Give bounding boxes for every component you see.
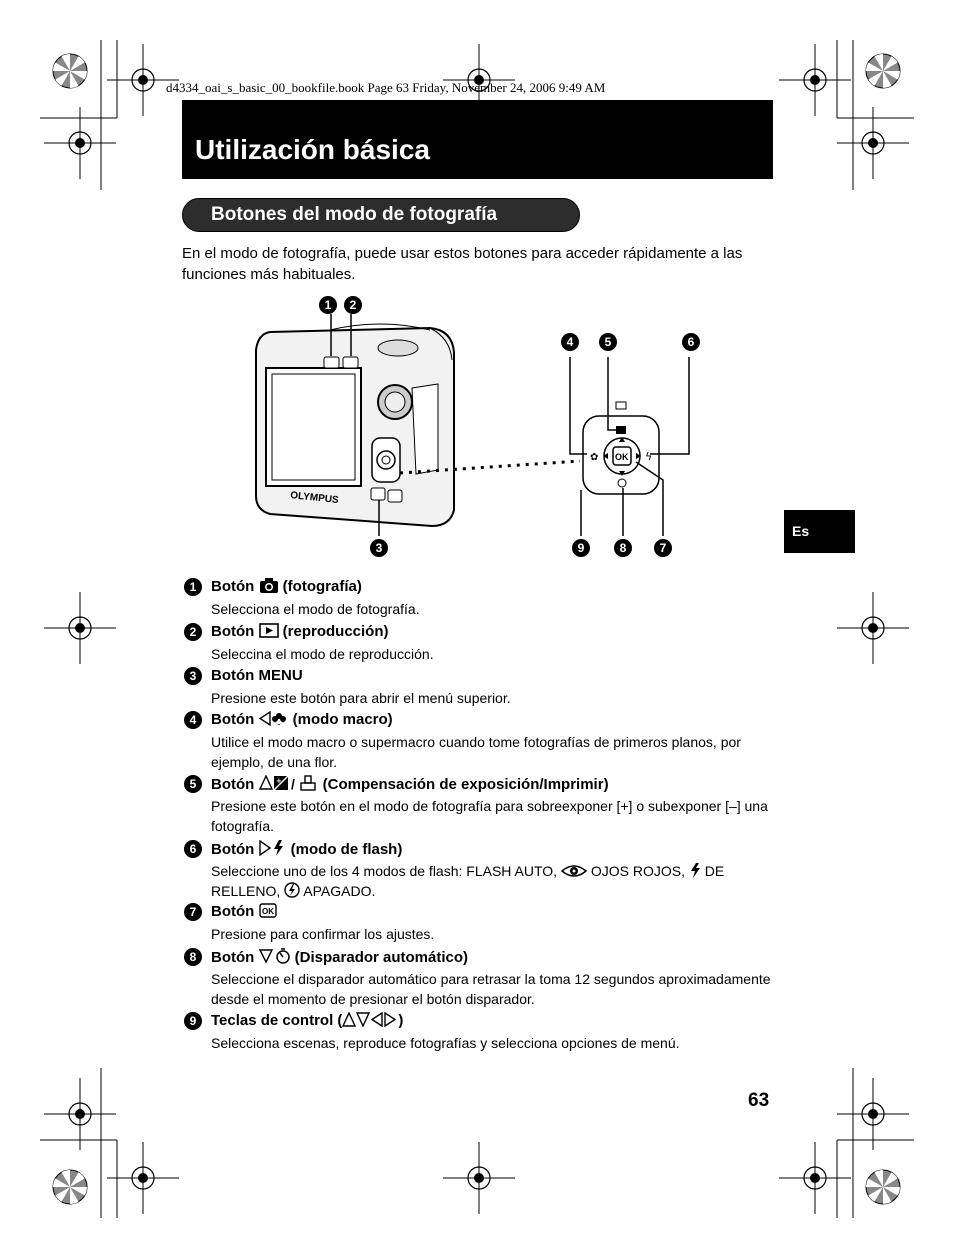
- section-heading: [182, 198, 580, 232]
- section-title: Botones del modo de fotografía: [211, 204, 498, 225]
- right-flash-icon: [259, 840, 287, 856]
- svg-text:✿: ✿: [590, 452, 599, 463]
- down-timer-icon: [259, 948, 291, 964]
- language-label: Es: [792, 523, 810, 539]
- item-desc: Selecciona el modo de fotografía.: [211, 601, 420, 617]
- item-prefix: Botón: [211, 903, 255, 920]
- language-tab: [784, 510, 855, 553]
- item-prefix: Botón: [211, 711, 255, 728]
- control-pad-closeup: [583, 402, 659, 494]
- item-desc: Selecciona escenas, reproduce fotografías y selecciona opciones de menú.: [211, 1035, 680, 1051]
- item-number: 2: [184, 623, 202, 641]
- svg-text:OK: OK: [261, 907, 274, 916]
- up-exposure-print-icon: [259, 775, 319, 791]
- callout-2: 2: [349, 298, 357, 312]
- item-name: (Disparador automático): [294, 949, 469, 966]
- item-desc: Utilice el modo macro o supermacro cuando tome fotografías de primeros planos, por ejemplo, de una flor.: [211, 734, 741, 770]
- item-number: 9: [184, 1012, 202, 1030]
- flash-auto-text: Seleccione uno de los 4 modos de flash: FLASH AUTO,: [211, 863, 558, 879]
- callout-6: 6: [687, 335, 695, 349]
- page-number: 63: [748, 1090, 770, 1111]
- item-desc: [211, 861, 781, 901]
- camera-icon: [259, 578, 279, 593]
- item-prefix: Botón: [211, 776, 255, 793]
- item-number: 1: [184, 578, 202, 596]
- camera-back-illustration: [256, 324, 454, 526]
- item-desc: Presione este botón en el modo de fotografía para sobreexponer [+] o subexponer [–] una fotografía.: [211, 798, 768, 834]
- page-title: Utilización básica: [195, 134, 430, 165]
- item-name: (modo macro): [292, 711, 393, 728]
- item-desc: Seleccina el modo de reproducción.: [211, 646, 434, 662]
- left-macro-icon: [259, 711, 289, 726]
- camera-diagram: [240, 290, 720, 565]
- callout-7: 7: [659, 541, 667, 555]
- svg-text:/: /: [290, 776, 295, 791]
- item-number: 8: [184, 948, 202, 966]
- flash-icon: [689, 863, 701, 878]
- arrows-icon: [342, 1012, 398, 1027]
- item-desc: Presione para confirmar los ajustes.: [211, 926, 435, 942]
- item-name: ): [398, 1012, 404, 1029]
- play-icon: [259, 623, 279, 638]
- item-desc: Presione este botón para abrir el menú superior.: [211, 690, 511, 706]
- item-prefix: Botón: [211, 841, 255, 858]
- ok-icon: [259, 903, 277, 918]
- item-name: (reproducción): [282, 623, 389, 640]
- callout-9: 9: [577, 541, 585, 555]
- intro-paragraph: En el modo de fotografía, puede usar estos botones para acceder rápidamente a las funciones más habituales.: [182, 245, 743, 283]
- red-eye-text: OJOS ROJOS,: [590, 863, 685, 879]
- callout-3: 3: [375, 541, 383, 555]
- item-desc: Seleccione el disparador automático para retrasar la toma 12 segundos aproximadamente desde el momento de presionar el botón disparador.: [211, 971, 771, 1007]
- camera-brand: OLYMPUS: [289, 490, 340, 507]
- callout-4: 4: [566, 335, 574, 349]
- item-prefix: Botón: [211, 623, 255, 640]
- item-name: (fotografía): [282, 578, 362, 595]
- ok-label: OK: [615, 452, 629, 462]
- item-number: 3: [184, 667, 202, 685]
- page-title-bar: [182, 100, 773, 179]
- item-prefix: Botón: [211, 578, 255, 595]
- svg-text:+: +: [275, 777, 282, 785]
- callout-5: 5: [604, 335, 612, 349]
- fill-flash-text: DE RELLENO,: [211, 863, 725, 899]
- item-prefix: Botón: [211, 949, 255, 966]
- item-number: 7: [184, 903, 202, 921]
- item-prefix: Teclas de control (: [211, 1012, 343, 1029]
- callout-8: 8: [619, 541, 627, 555]
- item-name: (modo de flash): [290, 841, 403, 858]
- callout-1: 1: [324, 298, 332, 312]
- item-number: 5: [184, 775, 202, 793]
- flash-off-icon: [284, 882, 300, 898]
- print-header: d4334_oai_s_basic_00_bookfile.book Page 63 Friday, November 24, 2006 9:49 AM: [166, 80, 606, 95]
- item-name: (Compensación de exposición/Imprimir): [322, 776, 609, 793]
- red-eye-icon: [561, 864, 587, 878]
- item-prefix: Botón MENU: [211, 667, 303, 684]
- item-number: 6: [184, 840, 202, 858]
- svg-text:ϟ: ϟ: [645, 450, 653, 463]
- flash-off-text: APAGADO.: [303, 883, 376, 899]
- item-number: 4: [184, 711, 202, 729]
